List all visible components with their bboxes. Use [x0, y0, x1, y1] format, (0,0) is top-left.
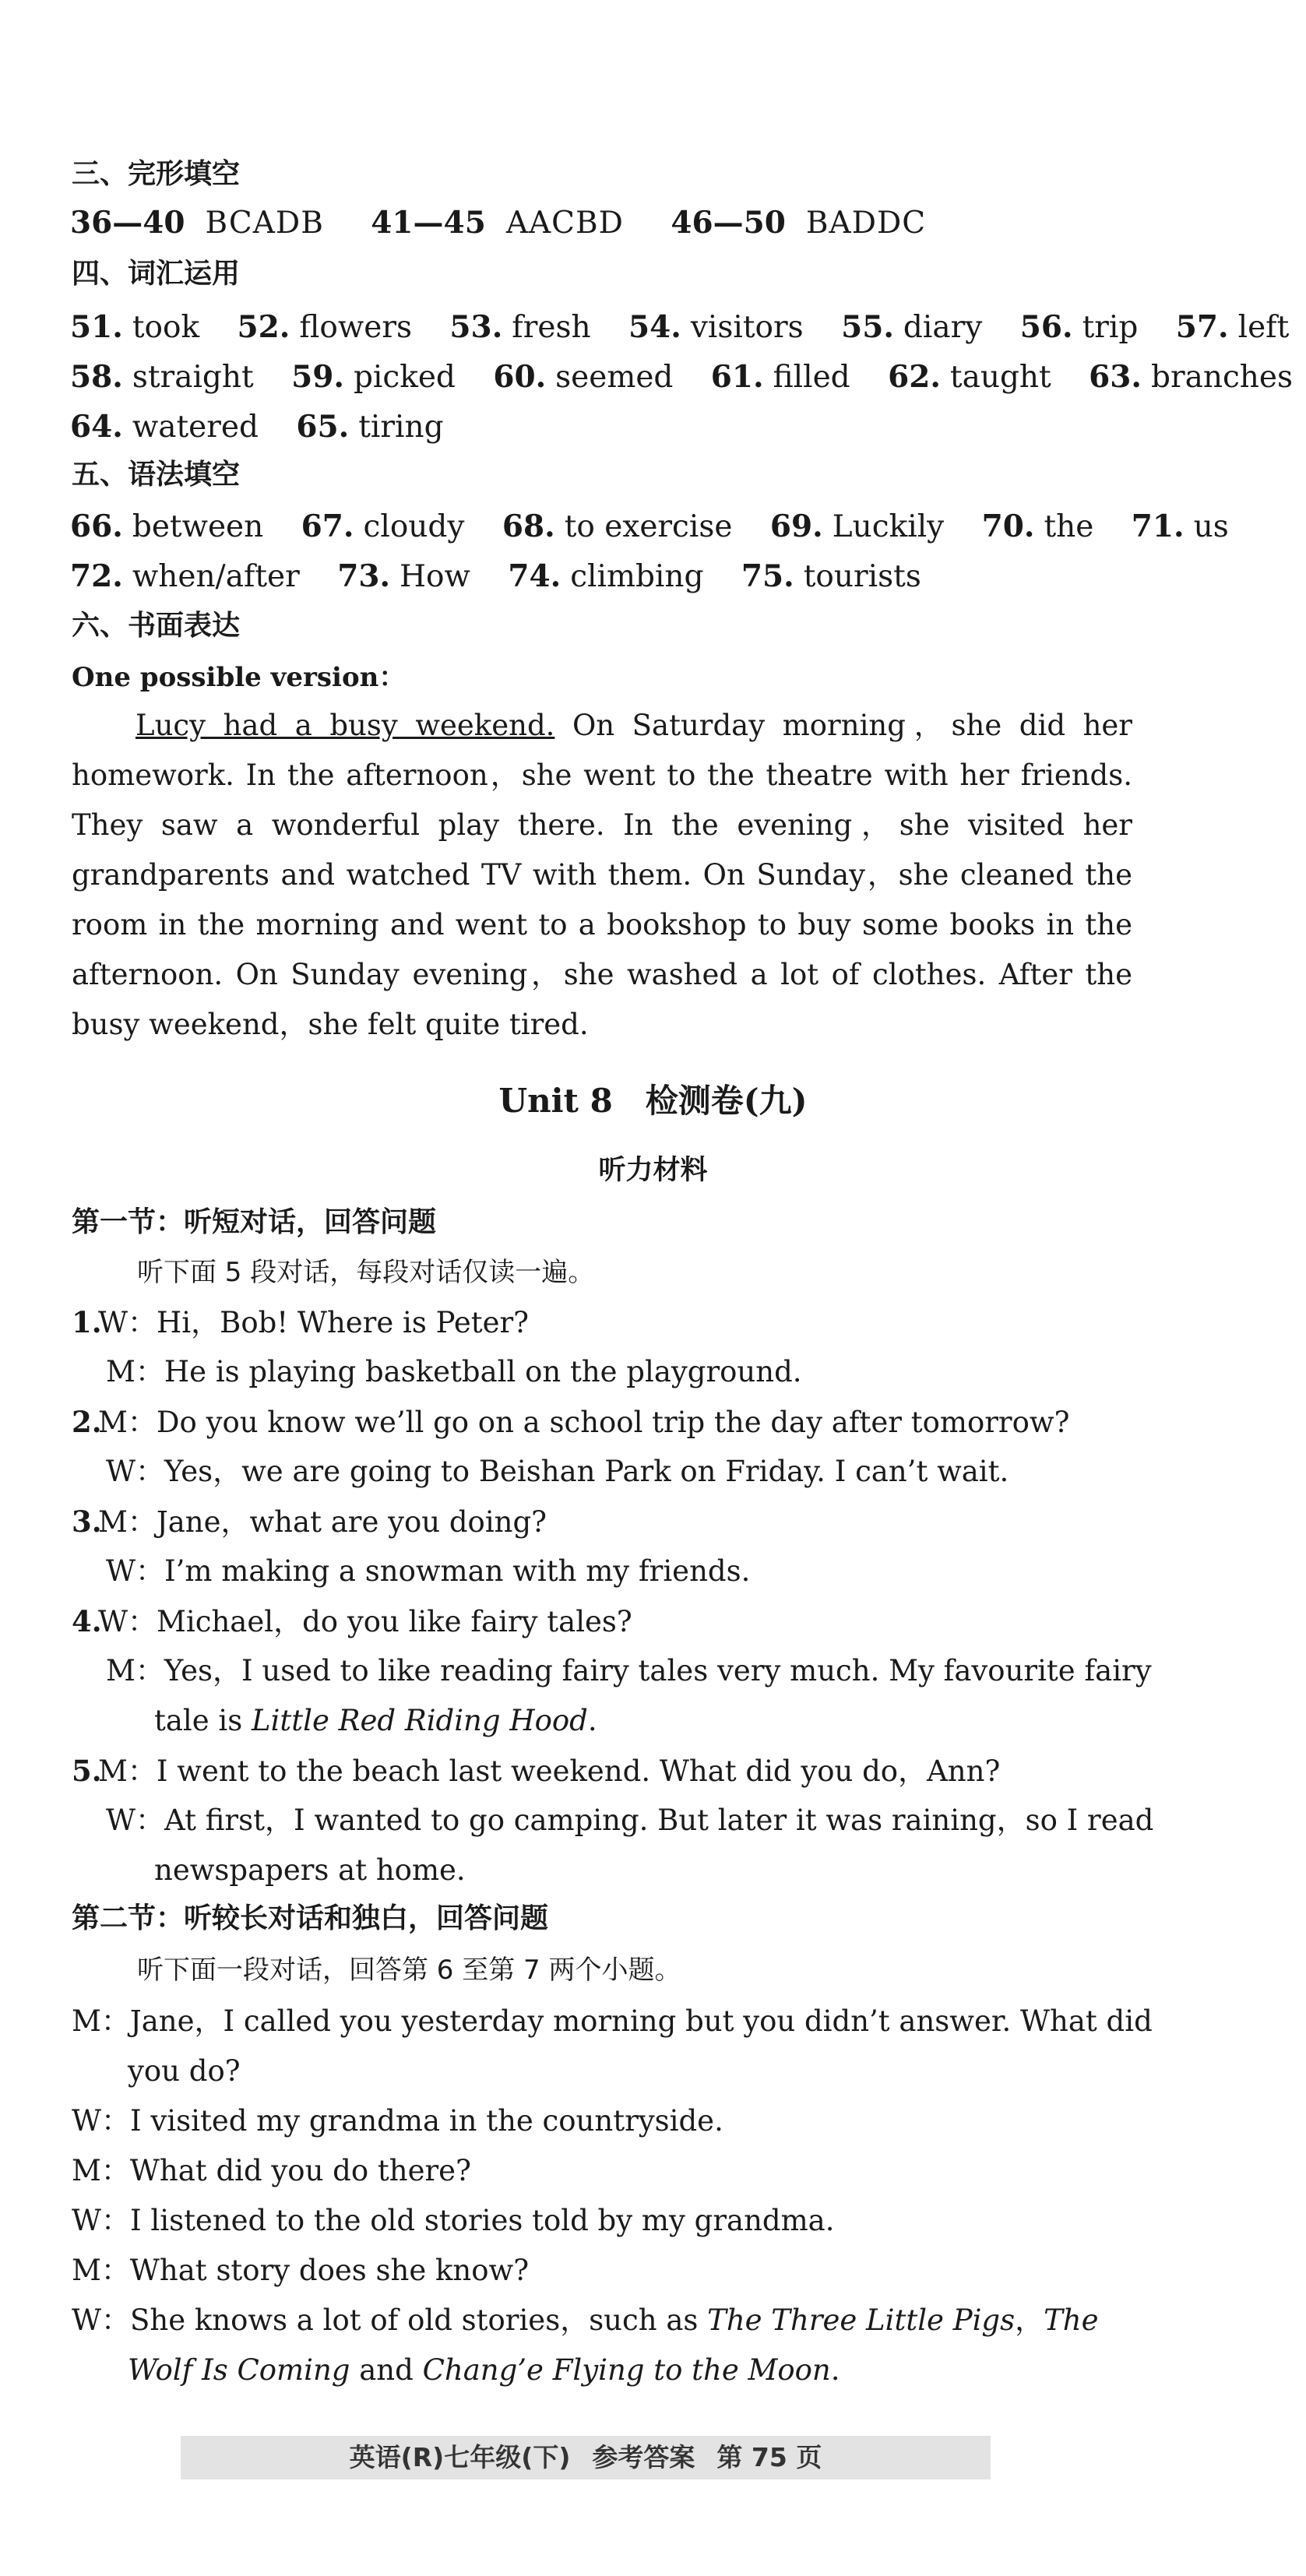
list-item: 60. seemed [493, 359, 674, 395]
vocab-row-3 [70, 408, 472, 446]
unit-title: Unit 8 检测卷(九) [498, 1082, 808, 1120]
list-item: 66. between [70, 509, 264, 544]
vocab-row-1 [70, 308, 1306, 347]
list-item: 69. Luckily [769, 509, 945, 544]
list-item: 58. straight [70, 359, 254, 395]
dialogue-line: newspapers at home. [154, 1853, 466, 1887]
grammar-row-1 [70, 508, 1257, 546]
list-item: 61. filled [710, 359, 850, 395]
dialogue-line: M：He is playing basketball on the playground. [106, 1355, 802, 1388]
essay-first-sentence: Lucy had a busy weekend. [136, 709, 555, 742]
dialogue-line: M：What did you do there? [72, 2154, 471, 2187]
dialogue-line: W：I’m making a snowman with my friends. [106, 1554, 751, 1588]
dialogue-line: Wolf Is Coming and Chang’e Flying to the Moon. [128, 2353, 840, 2387]
section4-heading: 四、词汇运用 [72, 258, 241, 290]
page-footer [181, 2436, 991, 2479]
list-item: 59. picked [291, 359, 456, 395]
list-item: 65. tiring [296, 409, 444, 445]
list-item: 75. tourists [741, 558, 921, 594]
dialogue-line: M：What story does she know? [72, 2254, 530, 2287]
part2-instruction: 听下面一段对话，回答第 6 至第 7 两个小题。 [137, 1955, 681, 1986]
list-item: 63. branches [1089, 359, 1294, 395]
range-1: 36—40 [70, 205, 185, 241]
essay-paragraph [72, 701, 1132, 1050]
dialogue-line: M：Yes，I used to like reading fairy tales very much. My favourite fairy [106, 1654, 1152, 1687]
list-item: 54. visitors [628, 309, 804, 345]
part1-heading: 第一节：听短对话，回答问题 [72, 1206, 437, 1238]
list-item: 73. How [337, 558, 470, 594]
section3-heading: 三、完形填空 [72, 158, 241, 190]
footer-label: 参考答案 [592, 2442, 695, 2472]
cloze-answers [70, 204, 963, 242]
dialogue-line: 4.W：Michael，do you like fairy tales? [72, 1604, 632, 1638]
list-item: 57. left [1175, 309, 1290, 345]
section5-heading: 五、语法填空 [72, 459, 241, 491]
list-item: 53. fresh [449, 309, 591, 345]
dialogue-line: you do? [128, 2054, 241, 2088]
part1-instruction: 听下面 5 段对话，每段对话仅读一遍。 [137, 1257, 595, 1288]
version-label: One possible version： [72, 662, 406, 693]
listening-title: 听力材料 [598, 1155, 708, 1186]
dialogue-line: W：At first，I wanted to go camping. But later it was raining，so I read [106, 1804, 1154, 1837]
vocab-row-2 [70, 358, 1306, 396]
dialogue-line: W：I visited my grandma in the countryside. [72, 2104, 723, 2138]
dialogue-line: tale is Little Red Riding Hood. [154, 1704, 597, 1737]
list-item: 55. diary [841, 309, 983, 345]
grammar-row-2 [70, 558, 949, 596]
dialogue-line: W：Yes，we are going to Beishan Park on Friday. I can’t wait. [106, 1455, 1009, 1488]
list-item: 70. the [981, 509, 1094, 544]
page-number: 第 75 页 [716, 2442, 822, 2472]
range-3: 46—50 [671, 205, 786, 241]
dialogue-line: 2.M：Do you know we’ll go on a school trip the day after tomorrow? [72, 1405, 1070, 1439]
letters-3: BADDC [805, 206, 927, 241]
list-item: 52. flowers [237, 309, 413, 345]
dialogue-line: W：I listened to the old stories told by my grandma. [72, 2204, 835, 2237]
list-item: 67. cloudy [301, 509, 465, 544]
list-item: 72. when/after [70, 558, 300, 594]
section6-heading: 六、书面表达 [72, 610, 241, 642]
dialogue-line: W：She knows a lot of old stories，such as The Three Little Pigs，The [72, 2303, 1099, 2337]
letters-2: AACBD [505, 206, 624, 241]
list-item: 74. climbing [508, 558, 704, 594]
part2-heading: 第二节：听较长对话和独白，回答问题 [72, 1902, 549, 1934]
dialogue-line: M：Jane，I called you yesterday morning but you didn’t answer. What did [72, 2004, 1153, 2038]
list-item: 56. trip [1019, 309, 1139, 345]
list-item: 71. us [1131, 509, 1229, 544]
dialogue-line: 5.M：I went to the beach last weekend. What did you do，Ann? [72, 1754, 1001, 1788]
range-2: 41—45 [371, 205, 486, 241]
letters-1: BCADB [205, 206, 324, 241]
list-item: 64. watered [70, 409, 259, 445]
list-item: 62. taught [888, 359, 1051, 395]
list-item: 51. took [70, 309, 200, 345]
dialogue-line: 3.M：Jane，what are you doing? [72, 1504, 547, 1539]
dialogue-line: 1.W：Hi，Bob! Where is Peter? [72, 1305, 530, 1339]
footer-subject: 英语(R)七年级(下) [349, 2442, 571, 2472]
essay-body: On Saturday morning，she did her homework. In the afternoon，she went to the theatre with her friends. They saw a wonderful play there. In the evening，she visited her grandparents and watched TV with them. On Sunday，she cleaned the room in the morning and went to a bookshop to buy some books in the afternoon. On Sunday evening，she washed a lot of clothes. After the busy weekend，she felt quite tired. [72, 709, 1132, 1041]
list-item: 68. to exercise [502, 509, 733, 544]
